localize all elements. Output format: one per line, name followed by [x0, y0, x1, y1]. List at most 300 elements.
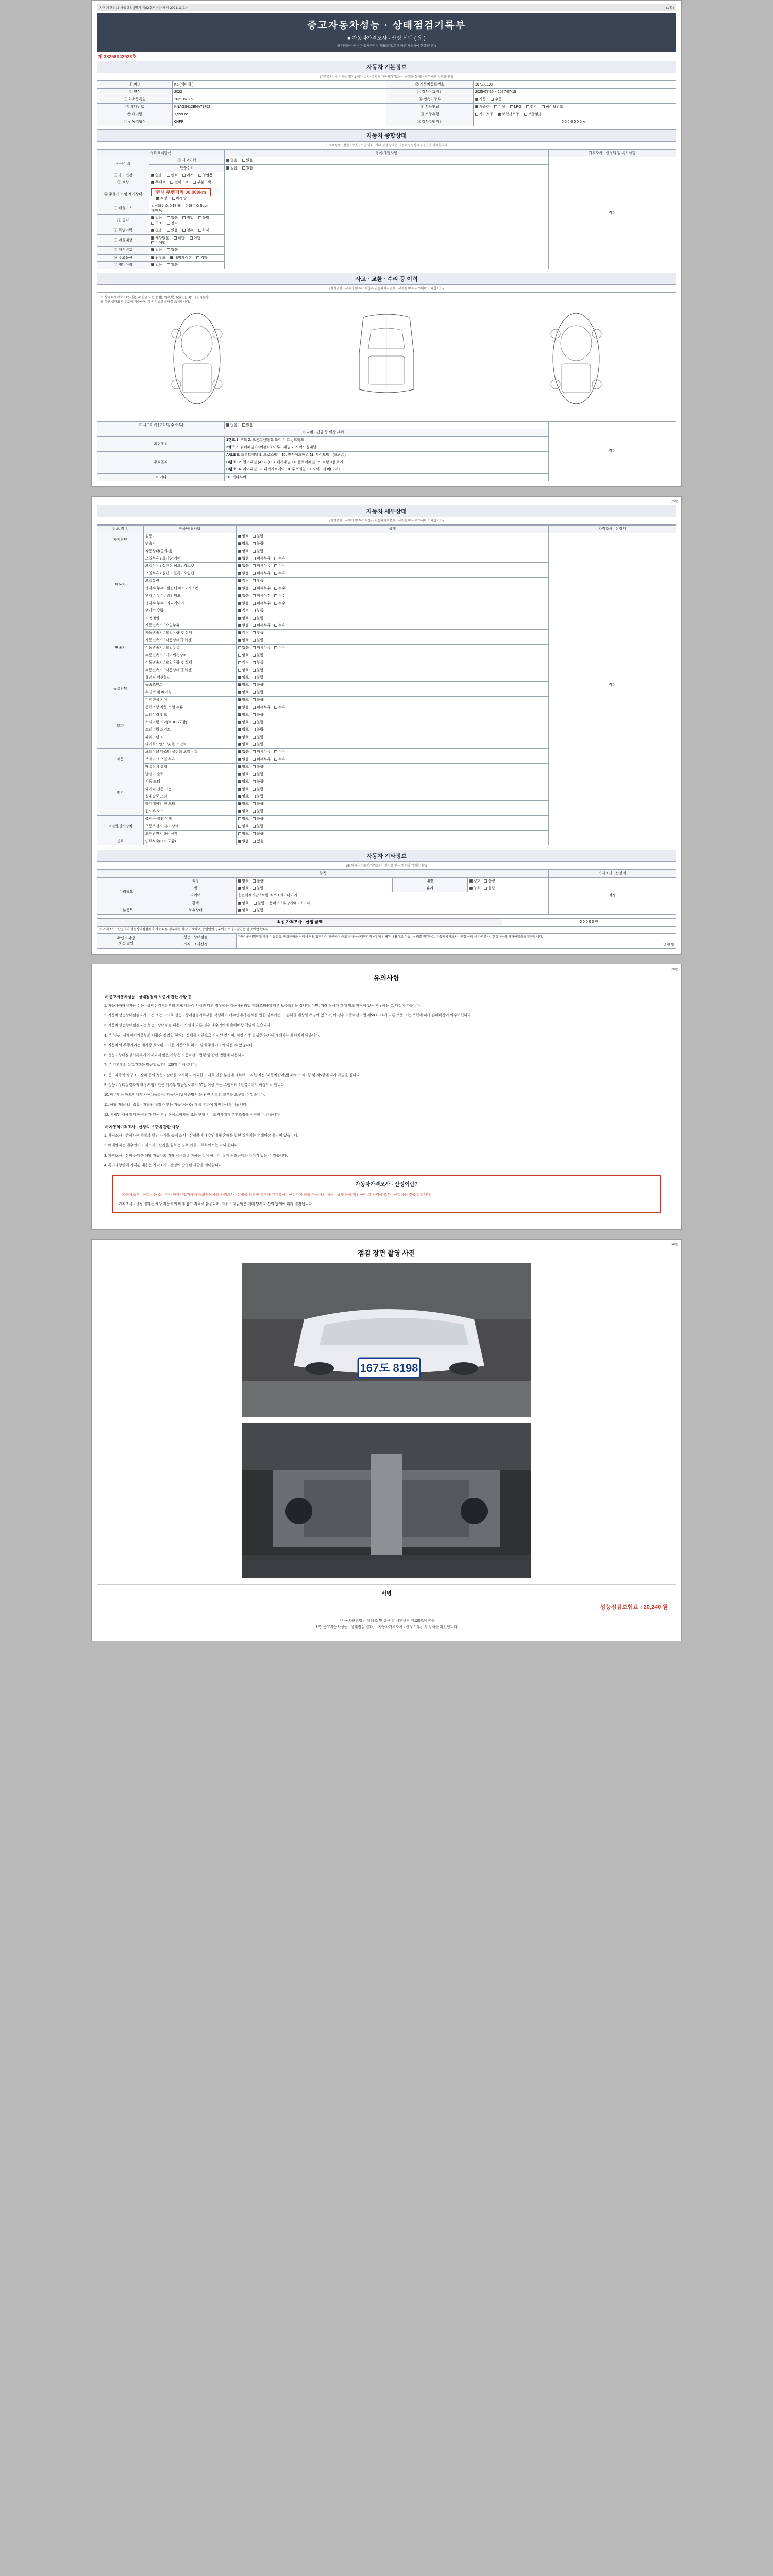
opt-micro[interactable]: 미세누유	[253, 646, 271, 650]
opt-ok[interactable]: 적정	[238, 579, 249, 583]
detail-item: 자동변속기 / 오일누유	[143, 622, 236, 629]
table-row	[97, 421, 676, 429]
detail-opts	[236, 533, 548, 540]
diagram-legend-1: ※ 상태표시 부호 : X(교환), W(판금 또는 용접), C(부식), A(흠집), U(요철), T(손상)	[100, 296, 210, 299]
overall-label-4: ③ 색상	[97, 179, 149, 187]
overall-label-2: 단순수리	[149, 164, 225, 172]
recall-na[interactable]: 해당없음	[151, 236, 169, 241]
detail-group-powertrain: 동력전달	[97, 674, 144, 704]
opt-bad[interactable]: 불량	[253, 794, 264, 799]
accident-history-label: ※ 사고이력 (교차/침수 여부)	[97, 421, 225, 429]
detail-group-steering: 조향	[97, 704, 144, 749]
basic-label-1: ① 차명	[97, 81, 173, 89]
opt-bad[interactable]: 불량	[253, 541, 264, 546]
detail-item: 타이로드엔드 및 볼 조인트	[143, 741, 236, 748]
detail-opts	[236, 816, 548, 823]
registration-number: 제 38256142923호	[98, 54, 137, 59]
opt-bad[interactable]: 불량	[253, 765, 264, 769]
opt-good[interactable]: 양호	[238, 765, 249, 769]
accident-yes[interactable]: 있음	[242, 158, 254, 163]
overall-label-8: ⑦ 특별이력	[97, 227, 149, 234]
opt-bad[interactable]: 불량	[253, 534, 264, 539]
page-2	[91, 496, 682, 955]
opt-bad[interactable]: 불량	[253, 690, 264, 695]
odometer-value: 현재 주행거리 30,009km	[151, 188, 211, 196]
fuel-lpg-option[interactable]: LPG	[510, 105, 522, 109]
accident-none[interactable]: 없음	[226, 158, 238, 163]
detail-opts	[236, 801, 548, 808]
accident-history-value	[225, 421, 549, 429]
opt-leak[interactable]: 누수	[274, 601, 285, 606]
simple-repair-none[interactable]: 없음	[226, 166, 238, 171]
footer-line-2: [1쪽] 중고자동차성능 · 상태점검 결과, 「자동차가격조사 · 산정 1 부」의 검사를 확인합니다.	[314, 1625, 459, 1629]
detail-item: 윈도우 모터	[143, 808, 236, 815]
color-none[interactable]: 무채색	[151, 180, 165, 185]
tier-items-5: 16. 리어패널 17. 패키지트레이 18. 루프레일 19. 사이드멤버(리어)	[237, 468, 340, 472]
detail-group-electric: 전기	[97, 771, 144, 816]
opt-micro[interactable]: 미세누수	[253, 601, 271, 606]
overall-detail-3	[149, 172, 225, 179]
opt-bad[interactable]: 불량	[253, 720, 264, 725]
opt-good[interactable]: 양호	[469, 886, 481, 891]
document-title-band	[97, 13, 676, 52]
opt-good[interactable]: 양호	[238, 541, 249, 546]
basic-value-11: G4FP	[172, 118, 386, 126]
opt-good[interactable]: 양호	[238, 794, 249, 799]
detail-opts	[236, 563, 548, 570]
etc-value: 20. 기타부위	[225, 473, 549, 481]
opt-leak[interactable]: 누유	[274, 623, 285, 628]
opt-good[interactable]: 양호	[238, 735, 249, 740]
detail-price-value: 적정	[548, 533, 676, 838]
tuning-illegal[interactable]: 불법	[198, 216, 210, 221]
basic-info-table	[97, 81, 676, 126]
opt-good[interactable]: 양호	[238, 908, 249, 913]
tire-detail: 운전석계기판 / 트렁크/보조석 / 타이어	[238, 894, 297, 898]
detail-item: 원동기	[143, 533, 236, 540]
title-note: ※ 매매용자동차 (자동차관리법 제58조제1항에 따른 자동차에 한정합니다)	[337, 45, 436, 48]
emission-co: 일산화탄소 0.17 %	[151, 204, 181, 208]
opt-good[interactable]: 양호	[238, 534, 249, 539]
opt-bad[interactable]: 불량	[484, 879, 495, 884]
detail-item: 자동변속기 / 오일유량 및 상태	[143, 630, 236, 637]
opt-bad[interactable]: 불량	[253, 886, 264, 891]
fuel-hybrid-option[interactable]: 하이브리드	[542, 105, 563, 109]
opt-good[interactable]: 양호	[238, 698, 249, 702]
opt-none[interactable]: 없음	[238, 571, 249, 576]
table-row	[97, 918, 676, 926]
opt-ok[interactable]: 적정	[238, 631, 249, 635]
color-full[interactable]: 전체도색	[170, 180, 188, 185]
group-outer: 외판부위	[97, 436, 225, 451]
sig-role-2: 가격 · 조사산정	[155, 941, 236, 949]
section-overall-sub: ※ 주요장치 : 전손 · 수몰 · 도난 이력, 기타 점검 항목은 자동차성능상태점검자가 기재합니다.	[97, 142, 676, 149]
table-row	[97, 96, 676, 103]
notice-item: 1. 자동차매매업자는 성능 · 상태점검기록부의 기재 내용이 사실과 다른 경우에는 자동차관리법 제58조의4에 따른 보증책임을 집니다. 다만, 거래 당사자 간에 별도 약정이 있는 경우에는 그 약정에 따릅니다.	[104, 1004, 422, 1008]
detail-opts	[236, 615, 548, 622]
opt-none[interactable]: 없음	[238, 750, 249, 754]
opt-leak[interactable]: 누유	[274, 646, 285, 650]
detail-opts	[236, 711, 548, 719]
page-number-1: (1쪽)	[666, 6, 674, 10]
sig-role-1: 성능 · 상태점검	[155, 934, 236, 941]
opt-micro[interactable]: 미세누수	[253, 594, 271, 598]
opt-none[interactable]: 없음	[238, 839, 249, 844]
opt-none[interactable]: 없음	[238, 623, 249, 628]
detail-opts	[236, 719, 548, 726]
hist-yes[interactable]: 있음	[242, 423, 254, 428]
fuel-gasoline-option[interactable]: 가솔린	[475, 105, 490, 109]
transmission-manual-option[interactable]: 수동	[491, 97, 502, 102]
tuning-legal[interactable]: 적법	[182, 216, 194, 221]
tier-label-1: 1랭크	[226, 438, 236, 442]
opt-bad[interactable]: 불량	[253, 742, 264, 747]
table-row	[97, 157, 676, 164]
basic-value-4: 2025-07-16 ~ 2027-07-15	[473, 89, 676, 96]
opt-leak[interactable]: 누유	[274, 757, 285, 762]
detail-group-self: 자기진단	[97, 533, 144, 548]
usage-biz[interactable]: 영업용	[198, 173, 213, 178]
accident-history-table	[97, 421, 676, 482]
detail-opts	[236, 592, 548, 600]
page-3	[91, 964, 682, 1230]
opt-good[interactable]: 양호	[238, 787, 249, 792]
detail-item: 변속기	[143, 540, 236, 548]
ref-none[interactable]: 없음	[151, 248, 162, 252]
warranty-self-option[interactable]: 자가보증	[475, 112, 493, 117]
notice-item: 7. 본 기록부의 유효기간은 발급일로부터 120일 이내입니다.	[104, 1063, 197, 1067]
basic-label-11: ⑪ 원동기형식	[97, 118, 173, 126]
opt-low[interactable]: 부족	[253, 608, 264, 613]
opt-good[interactable]: 양호	[469, 879, 481, 884]
opt-none[interactable]: 없음	[238, 757, 249, 762]
section-overall-header: 자동차 종합상태	[97, 129, 676, 142]
opt-leak[interactable]: 누유	[274, 750, 285, 754]
outer-tier-1	[225, 436, 549, 444]
opt-good[interactable]: 양호	[238, 690, 249, 695]
notice-heading-2: ※ 자동차가격조사 · 산정의 보증에 관한 사항	[104, 1124, 179, 1129]
notice-item: 5. 자동차의 주행거리는 계기상 표시된 거리를 기준으로 하며, 실제 주행거리와 다를 수 있습니다.	[104, 1043, 254, 1047]
other-col-left: 항목	[97, 870, 549, 877]
ref-yes[interactable]: 있음	[167, 248, 178, 252]
opt-micro[interactable]: 미세누유	[253, 556, 271, 561]
opt-bad[interactable]: 불량	[253, 817, 264, 821]
opt-good[interactable]: 양호	[238, 713, 249, 717]
opt-bad[interactable]: 불량	[253, 668, 264, 673]
opt-low[interactable]: 부족	[253, 631, 264, 635]
opt-bad[interactable]: 불량	[253, 727, 264, 732]
opt-micro[interactable]: 미세누유	[253, 564, 271, 568]
opt-ok[interactable]: 적정	[238, 608, 249, 613]
section-other-sub: (※ 항목은 자동차가격조사 · 산정을 받는 경우에 기재합니다)	[97, 862, 676, 870]
notice-body	[97, 994, 676, 1169]
final-price-header: 최종 가격조사 · 산정 금액	[97, 918, 502, 926]
overall-detail-4	[149, 179, 225, 187]
opt-good[interactable]: 양호	[238, 727, 249, 732]
recall-yes[interactable]: 해당	[174, 236, 185, 241]
opt-good[interactable]: 양호	[238, 879, 249, 884]
opt-good[interactable]: 양호	[238, 901, 249, 906]
section-basic-info-header: 자동차 기본정보	[97, 61, 676, 73]
transmission-auto-option[interactable]: 자동	[475, 97, 486, 102]
footer-note	[97, 1616, 676, 1636]
opt-none[interactable]: 없음	[238, 586, 249, 591]
opt-good[interactable]: 양호	[238, 824, 249, 829]
tuning-none[interactable]: 없음	[151, 216, 162, 221]
opt-low[interactable]: 부족	[253, 579, 264, 583]
detail-item: 고전원전기배선 상태	[143, 831, 236, 838]
usage-none[interactable]: 없음	[151, 173, 162, 178]
tuning-yes[interactable]: 있음	[167, 216, 178, 221]
opt-none[interactable]: 없음	[238, 594, 249, 598]
simple-repair-yes[interactable]: 있음	[242, 166, 254, 171]
opt-bad[interactable]: 불량	[253, 802, 264, 806]
basic-label-9: ⑨ 배기량	[97, 111, 173, 118]
special-flood[interactable]: 침수	[182, 228, 194, 233]
detail-opts	[236, 600, 548, 607]
basic-label-2: ② 자동차등록번호	[386, 81, 473, 89]
recall-done[interactable]: 이행	[190, 236, 201, 241]
opt-leak[interactable]: 누수	[274, 594, 285, 598]
car-side-diagram	[535, 307, 617, 410]
basic-value-9: 1,999 cc	[172, 111, 386, 118]
opt-leak[interactable]: 누유	[274, 571, 285, 576]
opt-bad[interactable]: 불량	[484, 886, 495, 891]
opt-leak[interactable]: 누수	[274, 586, 285, 591]
other-item-interior: 내장	[392, 877, 467, 885]
opt-bad[interactable]: 불량	[253, 772, 264, 777]
opt-good[interactable]: 양호	[238, 653, 249, 658]
opt-bad[interactable]: 불량	[253, 653, 264, 658]
frame-tier-1	[225, 451, 549, 459]
fuel-electric-option[interactable]: 전기	[526, 105, 537, 109]
detail-col-4: 가격조사 · 산정액	[548, 526, 676, 533]
opt-good[interactable]: 양호	[238, 809, 249, 814]
opt-good[interactable]: 양호	[238, 817, 249, 821]
opt-bad[interactable]: 불량	[253, 787, 264, 792]
overall-detail-1	[225, 157, 549, 164]
opt-good[interactable]: 양호	[238, 772, 249, 777]
opt-good[interactable]: 양호	[238, 683, 249, 687]
overall-detail-6	[149, 202, 225, 215]
opt-none[interactable]: 없음	[238, 646, 249, 650]
detail-item: 작동상태(공회전)	[143, 548, 236, 555]
opt-good[interactable]: 양호	[238, 720, 249, 725]
detail-item: 연료누출(LPG포함)	[143, 838, 236, 845]
photo-front-image	[242, 1263, 531, 1417]
detail-opts	[236, 667, 548, 674]
opt-good[interactable]: 양호	[238, 668, 249, 673]
opt-bad[interactable]: 불량	[254, 901, 265, 906]
other-item-glass: 유리	[392, 885, 467, 892]
photo-underbody	[242, 1423, 531, 1578]
opt-bad[interactable]: 불량	[253, 824, 264, 829]
hist-none[interactable]: 없음	[226, 423, 238, 428]
warranty-insurer-option[interactable]: 보험사보증	[498, 112, 519, 117]
opt-yes[interactable]: 있음	[253, 839, 264, 844]
maint-none[interactable]: 없음	[151, 263, 162, 267]
opt-leak[interactable]: 누유	[274, 556, 285, 561]
car-front-left-diagram	[156, 307, 238, 410]
opt-good[interactable]: 양호	[238, 886, 249, 891]
opt-bad[interactable]: 불량	[253, 675, 264, 680]
notice-item: 4. 본 성능 · 상태점검기록부의 내용은 점검일 현재의 상태를 기준으로 작성된 것이며, 점검 이후 발생한 하자에 대해서는 책임지지 않습니다.	[104, 1033, 320, 1038]
overall-label-5: ④ 주행거리 및 계기상태	[97, 187, 149, 202]
overall-detail-10	[149, 247, 225, 254]
special-none[interactable]: 없음	[151, 228, 162, 233]
other-opts-basic	[236, 907, 548, 914]
opt-bad[interactable]: 불량	[253, 735, 264, 740]
notice-item: 6. 성능 · 상태점검기록부에 기재되지 않은 사항은 자동차관리법령 및 관련 법령에 따릅니다.	[104, 1054, 246, 1058]
signature-table	[97, 934, 676, 949]
other-item-exterior: 외장	[155, 877, 236, 885]
basic-value-10	[473, 111, 676, 118]
opt-bad[interactable]: 불량	[253, 683, 264, 687]
notice-item: 9. 성능 · 상태점검자의 배상책임기간은 기록부 발급일로부터 30일 이상 또는 주행거리 2천킬로미터 이상으로 합니다.	[104, 1083, 285, 1087]
opt-good[interactable]: 양호	[238, 638, 249, 643]
opt-bad[interactable]: 불량	[253, 698, 264, 702]
notice-item: 11. 해당 자동차의 압류 · 저당권 설정 여부는 자동차등록원부를 통하여 확인하시기 바랍니다.	[104, 1103, 248, 1107]
maint-yes[interactable]: 있음	[167, 263, 178, 267]
basic-label-8: ⑧ 사용연료	[386, 104, 473, 111]
opt-micro[interactable]: 미세누유	[253, 757, 271, 762]
detail-opts	[236, 741, 548, 748]
opt-micro[interactable]: 미세누유	[253, 705, 271, 710]
page-4	[91, 1239, 682, 1641]
opt-bad[interactable]: 불량	[253, 616, 264, 621]
tuning-device[interactable]: 장치	[167, 221, 178, 226]
opt-bad[interactable]: 불량	[253, 908, 264, 913]
detail-item: 파워크랭크	[143, 734, 236, 741]
usage-lease[interactable]: 리스	[182, 173, 194, 178]
overall-label-6: ⑤ 배출가스	[97, 202, 149, 215]
opt-micro[interactable]: 미세누유	[253, 571, 271, 576]
opt-good[interactable]: 양호	[238, 675, 249, 680]
overall-detail-7	[149, 215, 225, 227]
opt-leak[interactable]: 누유	[274, 705, 285, 710]
opt-bad[interactable]: 불량	[253, 832, 264, 836]
notice-item: 10. 매수인은 매도인에게 자동차등록증, 자동차세납세증명서 등 관련 서류의 교부를 요구할 수 있습니다.	[104, 1093, 265, 1097]
tier-items-1: 1. 후드 2. 프론트펜더 3. 도어 4. 트렁크리드	[236, 438, 305, 442]
opt-good[interactable]: 양호	[238, 802, 249, 806]
detail-opts	[236, 637, 548, 644]
tuning-structure[interactable]: 구조	[151, 221, 162, 226]
col-detail-header: 항목/해당사항	[225, 149, 549, 157]
other-opts-tire	[236, 892, 548, 900]
detail-opts	[236, 682, 548, 689]
opt-sunroof[interactable]: 썬루프	[151, 256, 165, 260]
basic-value-2: 167도8198	[473, 81, 676, 89]
opt-none[interactable]: 없음	[238, 564, 249, 568]
overall-label-9: ⑧ 리콜대상	[97, 234, 149, 247]
opt-bad[interactable]: 불량	[253, 879, 264, 884]
detail-item: 시동 모터	[143, 778, 236, 786]
opt-none[interactable]: 없음	[238, 556, 249, 561]
opt-low[interactable]: 부족	[253, 660, 264, 665]
overall-detail-5	[149, 187, 225, 202]
other-price-value: 적정	[548, 877, 676, 914]
opt-bad[interactable]: 불량	[253, 779, 264, 784]
opt-micro[interactable]: 미세누유	[253, 750, 271, 754]
odometer-ok[interactable]: 적정	[156, 196, 167, 201]
table-row	[97, 838, 676, 845]
detail-opts	[236, 689, 548, 696]
col-state-header: 상태표시항목	[97, 149, 225, 157]
color-part[interactable]: 부분도색	[193, 180, 211, 185]
opt-bad[interactable]: 불량	[253, 549, 264, 554]
detail-opts	[236, 622, 548, 629]
detail-item: 오일유량	[143, 578, 236, 585]
opt-none[interactable]: 없음	[238, 601, 249, 606]
emission-smoke: 매연 %	[151, 209, 162, 213]
odometer-bad[interactable]: 비정상	[172, 196, 187, 201]
overall-price-value: 적정	[548, 157, 676, 269]
other-item-basic: 보유상태	[155, 907, 236, 914]
section-detail-header: 자동차 세부상태	[97, 505, 676, 517]
usage-rent[interactable]: 렌트	[167, 173, 178, 178]
opt-good[interactable]: 양호	[238, 616, 249, 621]
opt-bad[interactable]: 불량	[253, 809, 264, 814]
special-fire[interactable]: 화재	[198, 228, 210, 233]
definition-body-2: 가격조사 · 산정 결과는 해당 자동차의 매매 참고 자료로 활용되며, 최종 거래금액은 매매 당사자 간의 합의에 따라 결정됩니다.	[119, 1202, 313, 1206]
page-number-4: (4쪽)	[670, 1242, 678, 1246]
basic-label-5: ⑤ 최초등록일	[97, 96, 173, 103]
detail-opts	[236, 734, 548, 741]
overall-label-1: ① 사고이력	[149, 157, 225, 164]
car-diagram-area	[97, 293, 676, 421]
page-title: 중고자동차성능 · 상태점검기록부	[307, 20, 466, 31]
opt-good[interactable]: 양호	[238, 832, 249, 836]
table-row	[97, 111, 676, 118]
opt-good[interactable]: 양호	[238, 549, 249, 554]
opt-micro[interactable]: 미세누수	[253, 586, 271, 591]
table-row	[97, 533, 676, 540]
special-yes[interactable]: 있음	[167, 228, 178, 233]
tier-label-2: 2랭크	[226, 446, 236, 450]
overall-state-table	[97, 149, 676, 269]
other-opts-wheel	[236, 885, 392, 892]
overall-group-1: 사용이력	[97, 157, 149, 172]
detail-opts	[236, 808, 548, 815]
title-subtitle: ■ 자동차가격조사 · 산정 선택 ( 유 )	[347, 36, 426, 41]
opt-good[interactable]: 양호	[238, 779, 249, 784]
opt-bad[interactable]: 불량	[253, 638, 264, 643]
table-row	[97, 81, 676, 89]
detail-item: 오일누유 / 실린더 블록 / 오일팬	[143, 570, 236, 577]
warranty-none-option[interactable]: 보증없음	[524, 112, 542, 117]
opt-none[interactable]: 없음	[238, 705, 249, 710]
basic-value-8	[473, 104, 676, 111]
recall-not-done[interactable]: 미이행	[151, 241, 165, 245]
fuel-diesel-option[interactable]: 디젤	[494, 105, 506, 109]
opt-good[interactable]: 양호	[238, 742, 249, 747]
table-row	[97, 104, 676, 111]
other-opts-glass	[467, 885, 548, 892]
opt-etc[interactable]: 기타	[196, 256, 208, 260]
signature-label: 확인자서명 또는 날인	[97, 934, 155, 948]
opt-micro[interactable]: 미세누유	[253, 623, 271, 628]
opt-nav[interactable]: 내비게이션	[170, 256, 192, 260]
table-row	[97, 877, 676, 885]
tier-label-3: A랭크	[226, 453, 236, 457]
basic-label-6: ⑥ 변속기종류	[386, 96, 473, 103]
notice-item-2: 2. 매매업자는 매수인이 가격조사 · 산정을 원하는 경우 이를 거부하여서는 아니 됩니다.	[104, 1144, 239, 1148]
page-number-2: (2쪽)	[670, 500, 678, 504]
opt-bad[interactable]: 불량	[253, 713, 264, 717]
opt-leak[interactable]: 누유	[274, 564, 285, 568]
detail-group-transmission: 변속기	[97, 622, 144, 674]
opt-ok[interactable]: 적정	[238, 660, 249, 665]
